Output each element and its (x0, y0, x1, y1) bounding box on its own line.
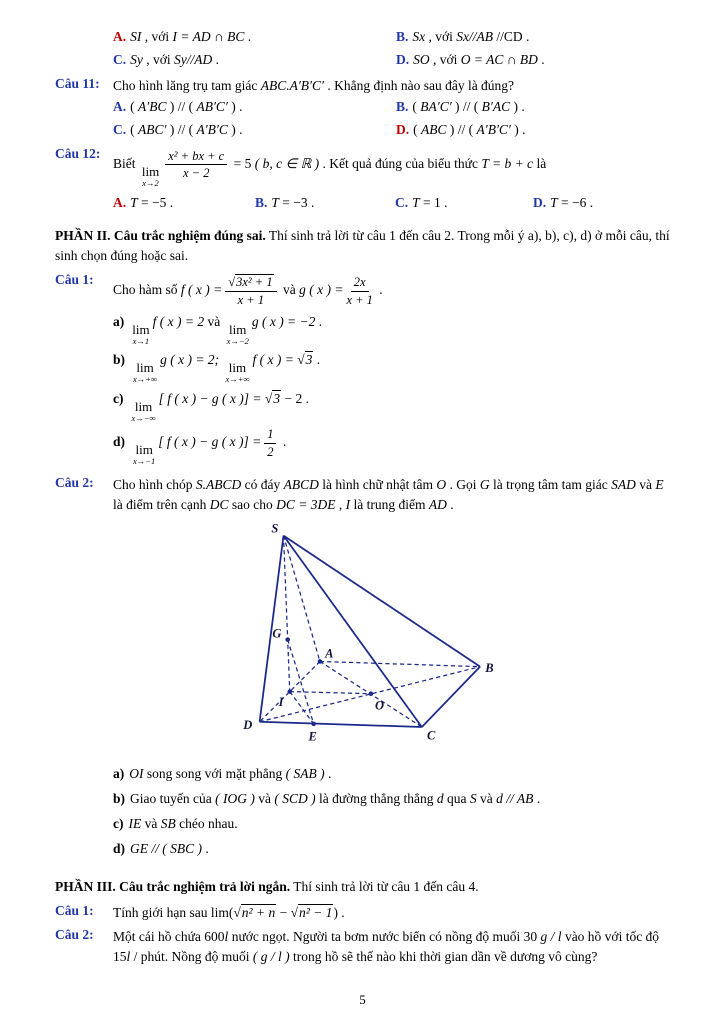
statement-letter: a) (113, 765, 125, 781)
statement-letter: c) (113, 390, 124, 406)
question-label: Câu 1: (55, 902, 94, 918)
option-text: ( ABC′ ) // ( A′B′C ) . (130, 122, 243, 138)
question-stem: Cho hình chóp S.ABCD có đáy ABCD là hình chữ nhật tâm O . Gọi G là trọng tâm tam giác SAD và E là điểm trên cạnh DC sao cho DC = 3DE , I là trung điểm AD . (113, 476, 664, 513)
part2-question-2 (55, 475, 670, 865)
label-G: G (272, 626, 282, 641)
statement-text: lim x→+∞ g ( x ) = 2; lim x→+∞ f ( x ) = √3 . (133, 352, 321, 385)
statement-d (113, 427, 670, 465)
option-letter: A. (113, 99, 127, 115)
statement-a (113, 312, 670, 346)
label-B: B (485, 661, 494, 676)
option-letter: B. (255, 195, 268, 211)
statement-letter: a) (113, 313, 125, 329)
label-C: C (427, 728, 436, 743)
statement-b (113, 789, 670, 809)
option-b (396, 26, 670, 49)
option-text: T = −6 . (550, 195, 594, 211)
question-12-options (113, 193, 670, 213)
option-text: Sx , với Sx//AB //CD . (412, 29, 530, 44)
option-letter: D. (396, 122, 410, 138)
question-label: Câu 1: (55, 272, 94, 288)
statement-letter: d) (113, 434, 126, 450)
option-a (113, 96, 396, 119)
option-letter: C. (395, 195, 409, 211)
option-letter: A. (113, 195, 127, 211)
option-c (113, 49, 396, 72)
option-letter: C. (113, 51, 127, 67)
option-d (533, 193, 670, 213)
statement-b (113, 350, 670, 384)
label-A: A (325, 646, 334, 661)
question-stem: Tính giới hạn sau lim(√n² + n − √n² − 1) . (113, 904, 345, 920)
option-text: ( A′BC ) // ( AB′C′ ) . (130, 99, 243, 115)
question-11 (55, 76, 670, 142)
option-d (396, 49, 670, 72)
option-text: T = 1 . (412, 195, 448, 211)
part2-title: PHẦN II. Câu trắc nghiệm đúng sai. (55, 227, 266, 243)
option-letter: C. (113, 122, 127, 138)
part2-question-1 (55, 272, 670, 471)
option-text: ( BA′C′ ) // ( B′AC ) . (412, 99, 525, 115)
option-d (396, 119, 670, 142)
option-b (255, 193, 395, 213)
question-body (113, 903, 670, 923)
statement-text: GE // ( SBC ) . (130, 841, 209, 857)
option-letter: A. (113, 29, 127, 44)
part3-question-2 (55, 927, 670, 968)
statement-c (113, 389, 670, 423)
option-letter: B. (396, 29, 409, 44)
statement-a (113, 764, 670, 784)
question-label: Câu 11: (55, 75, 100, 91)
question-stem: Cho hàm số f ( x ) = $\frac{\text{√3x² + 1}}{x + 1}$ và g ( x ) = $\frac{2x}{x + 1}$ . (113, 275, 383, 307)
question-stem: Một cái hồ chứa 600l nước ngọt. Người ta bơm nước biển có nồng độ muối 30 g / l vào hồ với tốc độ 15l / phút. Nồng độ muối ( g / l ) trong hồ sẽ thế nào khi thời gian dần về dương vô cùng? (113, 929, 660, 965)
question-body (113, 927, 670, 968)
option-a (113, 26, 396, 49)
statement-letter: b) (113, 352, 126, 368)
option-text: ( ABC ) // ( A′B′C′ ) . (413, 122, 526, 138)
part2-header (55, 226, 670, 267)
question-label: Câu 12: (55, 145, 101, 161)
statement-text: IE và SB chéo nhau. (128, 816, 238, 832)
question-body (113, 146, 670, 214)
option-letter: D. (533, 195, 547, 211)
question-label: Câu 2: (55, 927, 94, 943)
part3-header (55, 877, 670, 897)
pyramid-figure (218, 521, 670, 758)
statement-text: lim x→−∞ [ f ( x ) − g ( x )] = √3 − 2 . (131, 390, 309, 423)
statement-letter: b) (113, 790, 126, 806)
part3-title: PHẦN III. Câu trắc nghiệm trả lời ngắn. (55, 878, 291, 894)
label-E: E (308, 729, 317, 744)
option-text: SI , với I = AD ∩ BC . (130, 29, 252, 44)
question-stem: Cho hình lăng trụ tam giác ABC.A′B′C′ . Khẳng định nào sau đây là đúng? (113, 77, 515, 93)
statement-letter: d) (113, 841, 126, 857)
option-text: Sy , với Sy//AD . (130, 51, 220, 67)
option-text: T = −3 . (271, 195, 315, 211)
question-body (113, 272, 670, 471)
option-letter: D. (396, 51, 410, 67)
statement-c (113, 814, 670, 834)
statement-text: OI song song với mặt phẳng ( SAB ) . (129, 765, 332, 781)
option-text: T = −5 . (130, 195, 174, 211)
option-c (113, 119, 396, 142)
question-body (113, 475, 670, 865)
question-10-options (113, 26, 670, 72)
pyramid-svg (218, 521, 530, 752)
statement-letter: c) (113, 816, 124, 832)
part3-desc: Thí sinh trả lời từ câu 1 đến câu 4. (293, 878, 479, 894)
statement-text: lim x→1 f ( x ) = 2 và lim x→−2 g ( x ) = −2 . (132, 313, 323, 346)
option-text: SO , với O = AC ∩ BD . (413, 51, 545, 67)
question-11-options (113, 96, 670, 142)
question-label: Câu 2: (55, 474, 94, 490)
page-number: 5 (359, 992, 366, 1007)
statement-text: lim x→−1 [ f ( x ) − g ( x )] = $\frac{1}{2}$ . (133, 427, 287, 467)
question-stem: Biết lim x→2 $\frac{\text{x² + bx + c}}{x - 2}$ = 5 ( b, c ∈ ℝ ) . Kết quả đúng của biểu thức T = b + c là (113, 148, 547, 188)
label-O: O (375, 698, 385, 713)
question-body (113, 76, 670, 142)
option-c (395, 193, 533, 213)
option-a (113, 193, 255, 213)
label-D: D (243, 718, 253, 733)
statement-text: Giao tuyến của ( IOG ) và ( SCD ) là đường thẳng thẳng d qua S và d // AB . (130, 790, 541, 806)
label-I: I (278, 695, 284, 710)
statement-d (113, 839, 670, 859)
part2-desc: Thí sinh trả lời từ câu 1 đến câu 2. Trong mỗi ý a), b), c), d) ở mỗi câu, thí sinh chọn đúng hoặc sai. (55, 227, 670, 263)
option-letter: B. (396, 99, 409, 115)
question-12 (55, 146, 670, 214)
part3-question-1 (55, 903, 670, 923)
option-b (396, 96, 670, 119)
label-S: S (271, 521, 279, 536)
